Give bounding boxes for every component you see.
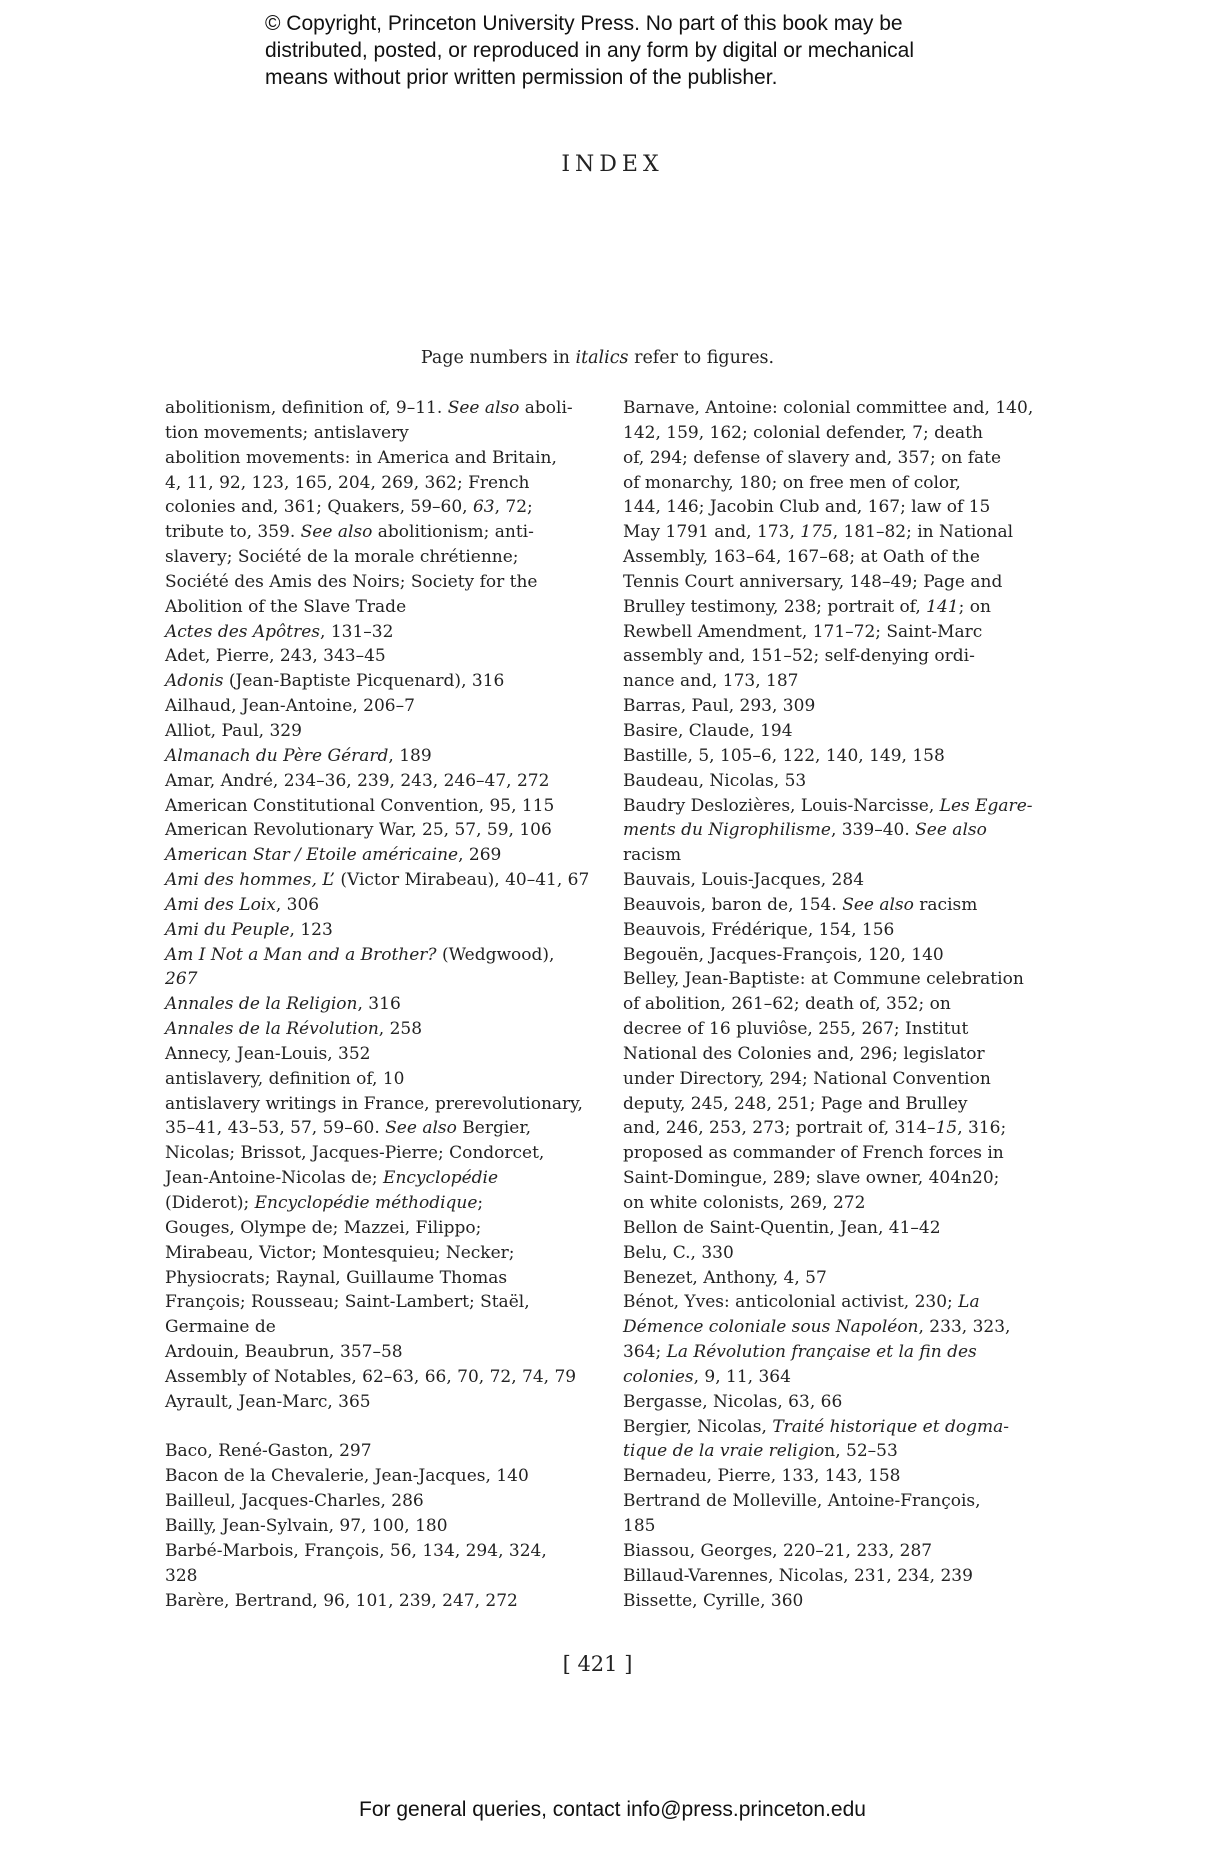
index-entry-text: May 1791 and, 173, [623,522,801,543]
index-entry-line [623,1290,1031,1315]
index-entry-text: and, 246, 253, 273; portrait of, 314– [623,1118,936,1139]
index-entry-line [165,769,575,794]
index-entry-text: , 306 [275,894,320,915]
index-entry-text: abolitionism, definition of, 9–11. [165,398,448,418]
note-before: Page numbers in [420,348,576,368]
index-entry-line [623,967,1031,992]
index-entry-text: Beauvois, baron de, 154. [623,894,843,915]
index-entry-text: 142, 159, 162; colonial defender, 7; death [623,422,983,443]
index-entry [165,719,575,744]
index-entry-text: of monarchy, 180; on free men of color, [623,472,961,493]
index-entry-line [165,1589,575,1614]
index-entry [623,868,1031,893]
index-entry-text: ; on [958,596,991,617]
index-entry [623,1539,1031,1564]
index-entry-line [623,1017,1031,1042]
index-entry-line [165,1067,575,1092]
index-entry-text: Encyclopédie méthodique [254,1193,478,1213]
index-entry [623,1589,1031,1614]
index-entry [623,967,1031,1215]
index-entry-line [165,1340,575,1365]
index-entry-line [623,620,1031,645]
index-entry-line [165,1092,583,1117]
index-entry-text: 328 [165,1565,198,1586]
index-entry-text: Ami du Peuple [165,919,290,940]
index-entry-line [165,1216,575,1241]
index-entry [165,396,575,446]
index-entry-text: , 269 [458,845,502,866]
index-entry-line [165,1290,575,1315]
index-entry-line [165,1166,575,1191]
copyright-line: distributed, posted, or reproduced in any form by digital or mechanical [265,39,915,62]
index-entry-line [623,1191,1031,1216]
index-entry-text: , 316 [357,994,401,1015]
index-entry-text: Bastille, 5, 105–6, 122, 140, 149, 158 [623,745,945,766]
index-entry-text: Am I Not a Man and a Brother? [165,944,437,965]
index-entry-line [165,1464,575,1489]
index-entry-text: Belley, Jean-Baptiste: at Commune celebration [623,969,1024,990]
index-entry-text: Assembly, 163–64, 167–68; at Oath of the [623,547,980,568]
index-entry-text: of, 294; defense of slavery and, 357; on fate [623,447,1002,468]
index-entry-text: nance and, 173, 187 [623,671,799,692]
index-entry-line [165,669,575,694]
index-entry-line [623,992,1031,1017]
index-entry-line [623,421,1031,446]
index-entry [165,1514,575,1539]
index-entry-text: La Révolution française et la fin des [666,1342,977,1363]
index-entry-text: Baco, René-Gaston, 297 [165,1441,372,1462]
index-entry-line [623,769,1031,794]
index-entry-text: Benezet, Anthony, 4, 57 [623,1267,827,1288]
index-entry [165,868,590,893]
index-entry-line [165,1017,575,1042]
index-entry-line [623,694,1031,719]
index-entry-text: under Directory, 294; National Convention [623,1068,991,1089]
index-entry-text: Barère, Bertrand, 96, 101, 239, 247, 272 [165,1590,518,1611]
index-entry-text: slavery; Société de la morale chrétienne; [165,547,519,568]
index-entry-text: (Wedgwood), [436,944,555,965]
index-entry-line [165,1439,575,1464]
index-entry-text: on white colonists, 269, 272 [623,1193,866,1213]
index-entry-line [623,669,1031,694]
index-entry-line [165,595,575,620]
index-entry [165,1489,575,1514]
index-entry [165,943,575,993]
copyright-notice [265,10,985,91]
index-entry-line [165,1489,575,1514]
index-entry-line [623,595,1031,620]
index-entry-text: 144, 146; Jacobin Club and, 167; law of 15 [623,497,991,518]
index-entry-text: decree of 16 pluviôse, 255, 267; Institut [623,1019,969,1040]
index-entry-line [623,644,1031,669]
page-number: [ 421 ] [562,1652,633,1676]
index-entry-line [165,570,575,595]
index-entry-line [165,396,575,421]
index-entry [165,1589,575,1614]
index-entry-text: Nicolas; Brissot, Jacques-Pierre; Condorcet, [165,1143,545,1164]
index-entry [165,992,575,1017]
index-entry-text: Bénot, Yves: anticolonial activist, 230; [623,1292,959,1313]
index-entry [165,694,575,719]
index-entry-text: Physiocrats; Raynal, Guillaume Thomas [165,1267,508,1288]
index-entry-text: tique de la vraie religio [623,1441,825,1462]
index-entry-text: , 72; [494,497,533,518]
index-entry [165,620,575,645]
index-entry-text: Encyclopédie [383,1168,499,1189]
index-entry-text: (Diderot); [165,1193,255,1213]
footer-contact: For general queries, contact info@press.princeton.edu [359,1798,866,1821]
index-entry-line [623,918,1031,943]
index-entry-text: Abolition of the Slave Trade [165,596,407,617]
index-entry-text: of abolition, 261–62; death of, 352; on [623,994,951,1015]
index-entry-line [623,943,1031,968]
index-entry-text: , 233, 323, [918,1317,1011,1338]
index-entry-line [165,893,575,918]
index-entry [623,918,1031,943]
index-entry-text: Bailly, Jean-Sylvain, 97, 100, 180 [165,1515,448,1536]
index-entry-text: Bergier, Nicolas, [623,1416,773,1437]
index-entry-line [623,495,1031,520]
index-entry [165,644,575,669]
letter-group-gap [165,1415,575,1440]
index-entry-line [623,1141,1031,1166]
index-entry [165,1539,575,1589]
index-entry-text: Ami des Loix [165,894,276,915]
index-entry-line [623,1514,1031,1539]
index-entry-text: Assembly of Notables, 62–63, 66, 70, 72, 74, 79 [165,1366,577,1387]
index-entry-line [623,1042,1031,1067]
index-entry-text: antislavery, definition of, 10 [165,1068,405,1089]
index-entry-line [165,1365,577,1390]
index-entry-text: Ayrault, Jean-Marc, 365 [165,1391,371,1412]
index-entry-line [623,446,1031,471]
index-entry-text: American Star / Etoile américaine [165,845,459,866]
note-italic: italics [575,348,629,368]
index-entry-text: assembly and, 151–52; self-denying ordi- [623,646,975,667]
index-entry [623,769,1031,794]
index-entry-text: 267 [165,969,198,990]
index-entry-text: , 123 [289,919,333,940]
index-entry-text: , 181–82; in National [832,522,1014,543]
index-entry [165,1390,575,1415]
index-entry-text: Tennis Court anniversary, 148–49; Page and [623,571,1003,592]
index-entry-text: colonies and, 361; Quakers, 59–60, [165,497,473,518]
note-after: refer to figures. [628,348,775,368]
index-entry-text: Bergier, [456,1118,531,1139]
index-entry [623,794,1031,869]
index-entry-text: Ailhaud, Jean-Antoine, 206–7 [165,696,415,717]
index-entry-text: , 339–40. [830,820,916,841]
index-entry-text: Beauvois, Frédérique, 154, 156 [623,919,895,940]
index-entry-line [623,1116,1031,1141]
index-entry-text: Bissette, Cyrille, 360 [623,1590,804,1611]
index-entry-text: abolitionism; anti- [372,522,534,543]
index-entry-line [623,1589,1031,1614]
index-entry-text: 63 [472,497,495,518]
index-entry-line [623,1539,1031,1564]
index-entry-line [165,1191,575,1216]
index-entry-text: Bacon de la Chevalerie, Jean-Jacques, 140 [165,1466,529,1487]
index-entry-text: Adonis [165,671,224,692]
index-entry-line [165,1116,575,1141]
index-entry-line [623,1564,1031,1589]
index-entry-text: Barras, Paul, 293, 309 [623,696,816,717]
index-entry-text: Traité historique et dogma- [772,1416,1009,1437]
index-entry-line [623,545,1031,570]
index-entry [623,1241,1031,1266]
index-entry-text: See also [842,894,914,915]
index-entry-line [165,620,575,645]
index-entry-line [623,1439,1031,1464]
index-entry-text: Amar, André, 234–36, 239, 243, 246–47, 272 [165,770,550,791]
index-entry-text: Rewbell Amendment, 171–72; Saint-Marc [623,621,983,642]
index-entry-text: , 9, 11, 364 [693,1366,791,1387]
index-entry [165,918,575,943]
index-entry-text: Société des Amis des Noirs; Society for the [165,571,538,592]
index-entry-text: proposed as commander of French forces in [623,1143,1004,1164]
index-entry-line [623,1092,1031,1117]
index-entry-text: American Revolutionary War, 25, 57, 59, 106 [165,820,552,841]
index-entry-line [623,1365,1031,1390]
index-entry-text: 364; [623,1342,667,1363]
copyright-line: © Copyright, Princeton University Press. No part of this book may be [265,12,903,35]
index-entry-text: aboli- [519,398,573,418]
index-entry [165,769,575,794]
index-entry-text: Germaine de [165,1317,276,1338]
index-entry-text: Basire, Claude, 194 [623,720,793,741]
index-entry-text: Barnave, Antoine: colonial committee and, 140, [623,398,1034,418]
index-entry-text: , 131–32 [320,621,394,642]
index-entry-text: racism [623,845,682,866]
index-entry-line [165,1266,575,1291]
index-entry-text: Actes des Apôtres [165,621,321,642]
index-entry-line [623,893,1031,918]
index-entry-text: Alliot, Paul, 329 [165,720,302,741]
index-entry-line [165,545,575,570]
index-entry [623,396,1034,694]
index-entry-line [165,471,575,496]
index-entry [165,1092,583,1340]
index-entry [165,669,575,694]
index-entry [165,1042,575,1067]
index-entry-line [165,868,590,893]
index-entry-text: Ami des hommes, L’ [165,870,335,891]
index-entry-line [623,1166,1031,1191]
index-entry-line [623,570,1031,595]
index-entry-line [623,1315,1031,1340]
index-entry-line [165,1564,575,1589]
index-entry [165,1067,575,1092]
index-entry-line [165,644,575,669]
index-entry-text: Adet, Pierre, 243, 343–45 [165,646,386,667]
index-entry-text: 4, 11, 92, 123, 165, 204, 269, 362; French [165,472,530,493]
index-entry-text: Almanach du Père Gérard [165,745,389,766]
index-entry-text: tribute to, 359. [165,522,301,543]
index-entry-line [165,446,575,471]
index-entry [623,943,1031,968]
index-entry-text: Gouges, Olympe de; Mazzei, Filippo; [165,1217,482,1238]
index-entry-line [165,495,575,520]
index-entry-line [623,471,1031,496]
index-entry-text: Jean-Antoine-Nicolas de; [165,1168,384,1189]
index-entry-text: Biassou, Georges, 220–21, 233, 287 [623,1540,933,1561]
index-entry-line [165,421,575,446]
index-entry-text: Bergasse, Nicolas, 63, 66 [623,1391,843,1412]
index-entry-text: Annales de la Révolution [165,1019,379,1040]
index-column-right [623,396,1034,1613]
index-entry-text: Ardouin, Beaubrun, 357–58 [165,1342,403,1363]
index-entry-line [623,1216,1031,1241]
index-entry-line [165,1539,575,1564]
index-entry-text: Bellon de Saint-Quentin, Jean, 41–42 [623,1217,941,1238]
index-entry-line [623,1415,1031,1440]
copyright-line: means without prior written permission of the publisher. [265,66,778,89]
index-entry-text: Begouën, Jacques-François, 120, 140 [623,944,944,965]
index-entry-text: Annales de la Religion [165,994,358,1015]
index-entry-line [623,868,1031,893]
index-entry [165,818,575,843]
index-entry-text: See also [915,820,987,841]
index-entry-text: 35–41, 43–53, 57, 59–60. [165,1118,386,1139]
index-column-left [165,396,590,1613]
index-entry-text: Baudeau, Nicolas, 53 [623,770,807,791]
index-entry-line [165,1390,575,1415]
index-entry-line [165,943,575,968]
index-entry-line [623,794,1033,819]
index-entry-text: See also [385,1118,457,1139]
index-entry-line [623,520,1031,545]
index-entry-text: deputy, 245, 248, 251; Page and Brulley [623,1093,968,1114]
index-entry-text: Bauvais, Louis-Jacques, 284 [623,870,865,891]
index-entry-text: Saint-Domingue, 289; slave owner, 404n20; [623,1168,1000,1189]
index-entry-text: Bertrand de Molleville, Antoine-François, [623,1491,981,1512]
index-entry-text: 175 [800,522,833,543]
index-entry [165,744,575,769]
index-entry-line [623,818,1031,843]
index-entry-text: tion movements; antislavery [165,422,409,443]
index-entry-text: Annecy, Jean-Louis, 352 [165,1043,371,1064]
index-entry [165,1464,575,1489]
index-entry-line [623,1266,1031,1291]
index-entry [165,446,575,620]
index-entry [165,843,575,868]
index-entry [623,1464,1031,1489]
index-entry-line [165,794,575,819]
index-entry-line [623,744,1031,769]
index-entry-line [165,1514,575,1539]
index-entry [623,1415,1031,1465]
index-entry-text: National des Colonies and, 296; legislator [623,1043,985,1064]
index-entry-line [623,843,1031,868]
index-entry [623,1390,1031,1415]
index-entry [623,1216,1031,1241]
index-entry-text: (Jean-Baptiste Picquenard), 316 [223,671,505,692]
index-entry-line [165,1042,575,1067]
index-entry-line [165,967,575,992]
index-entry-text: Billaud-Varennes, Nicolas, 231, 234, 239 [623,1565,973,1586]
index-entry-text: (Victor Mirabeau), 40–41, 67 [334,870,590,891]
index-entry-line [623,719,1031,744]
index-entry-text: ; [477,1193,484,1213]
index-entry [165,1017,575,1042]
italics-note [0,348,1195,368]
index-entry-line [623,1390,1031,1415]
index-entry-line [165,918,575,943]
index-entry [623,1290,1031,1389]
index-entry-text: See also [447,398,520,418]
index-entry-text: , 316; [957,1118,1007,1139]
index-entry-line [623,1067,1031,1092]
index-entry-line [165,818,575,843]
index-entry [623,744,1031,769]
index-entry-text: , 189 [388,745,432,766]
index-entry-text: n, 52–53 [824,1441,898,1462]
index-entry-line [165,1315,575,1340]
index-entry-text: abolition movements: in America and Britain, [165,447,557,468]
index-entry-text: Mirabeau, Victor; Montesquieu; Necker; [165,1242,515,1263]
index-entry [623,893,1031,918]
index-entry [165,1365,575,1390]
index-entry-line [165,520,575,545]
index-entry-text: 141 [926,596,959,617]
index-entry [623,1489,1031,1539]
index-entry-line [165,1241,575,1266]
index-entry [623,719,1031,744]
index-entry-text: Brulley testimony, 238; portrait of, [623,596,927,617]
index-entry-line [623,396,1034,421]
index-entry [165,794,575,819]
index-entry-text: Démence coloniale sous Napoléon [623,1317,919,1338]
index-entry-text: 185 [623,1515,656,1536]
index-entry-text: Baudry Deslozières, Louis-Narcisse, [623,795,940,816]
index-entry-line [165,719,575,744]
index-entry [165,1439,575,1464]
index-entry-text: 15 [935,1118,958,1139]
index-entry-text: , 258 [378,1019,423,1040]
index-entry-line [623,1489,1031,1514]
page-title: INDEX [561,152,664,177]
index-entry-text: antislavery writings in France, prerevolutionary, [165,1093,583,1114]
index-entry-line [623,1241,1031,1266]
index-entry-text: American Constitutional Convention, 95, 115 [165,795,555,816]
index-entry-text: La [958,1292,980,1313]
index-entry-line [165,744,575,769]
index-entry-line [623,1340,1031,1365]
index-entry-text: Bernadeu, Pierre, 133, 143, 158 [623,1466,901,1487]
index-entry-text: Les Egare- [939,795,1033,816]
index-entry-text: Barbé-Marbois, François, 56, 134, 294, 324, [165,1540,547,1561]
index-entry-line [165,843,575,868]
index-entry-line [165,992,575,1017]
index-entry-text: colonies [623,1366,694,1387]
index-entry-text: François; Rousseau; Saint-Lambert; Staël, [165,1292,530,1313]
index-entry [623,694,1031,719]
index-entry-text: Belu, C., 330 [623,1242,734,1263]
index-entry [165,893,575,918]
index-entry [623,1266,1031,1291]
index-entry [165,1340,575,1365]
index-entry-text: See also [300,522,373,543]
index-entry-text: ments du Nigrophilisme [623,820,831,841]
index-entry-line [623,1464,1031,1489]
index-entry-text: racism [913,894,978,915]
index-entry [623,1564,1031,1589]
index-entry-line [165,1141,575,1166]
index-entry-text: Bailleul, Jacques-Charles, 286 [165,1491,424,1512]
index-entry-line [165,694,575,719]
